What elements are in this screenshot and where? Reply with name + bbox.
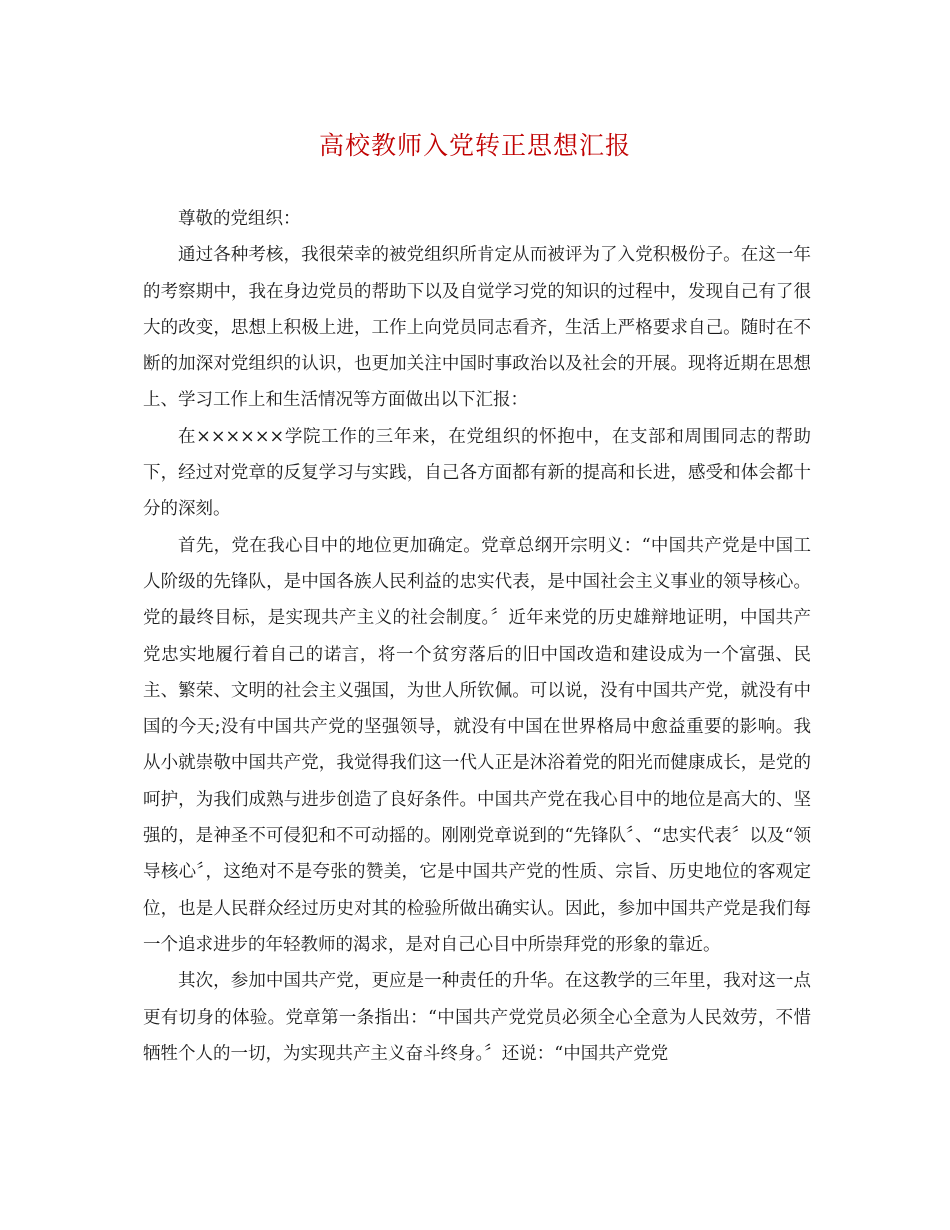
paragraph-intro: 通过各种考核，我很荣幸的被党组织所肯定从而被评为了入党积极份子。在这一年的考察期中，我在身边党员的帮助下以及自觉学习党的知识的过程中，发现自己有了很大的改变，思想上积极上进，工作上向党员同志看齐，生活上严格要求自己。随时在不断的加深对党组织的认识，也更加关注中国时事政治以及社会的开展。现将近期在思想上、学习工作上和生活情况等方面做出以下汇报： bbox=[143, 245, 811, 411]
salutation: 尊敬的党组织： bbox=[178, 209, 301, 229]
paragraph-first-point: 首先，党在我心目中的地位更加确定。党章总纲开宗明义：“中国共产党是中国工人阶级的先锋队，是中国各族人民利益的忠实代表，是中国社会主义事业的领导核心。党的最终目标，是实现共产主义的社会制度。〞近年来党的历史雄辩地证明，中国共产党忠实地履行着自己的诺言，将一个贫穷落后的旧中国改造和建设成为一个富强、民主、繁荣、文明的社会主义强国，为世人所钦佩。可以说，没有中国共产党，就没有中国的今天;没有中国共产党的坚强领导，就没有中国在世界格局中愈益重要的影响。我从小就崇敬中国共产党，我觉得我们这一代人正是沐浴着党的阳光而健康成长，是党的呵护，为我们成熟与进步创造了良好条件。中国共产党在我心目中的地位是高大的、坚强的，是神圣不可侵犯和不可动摇的。刚刚党章说到的“先锋队〞、“忠实代表〞以及“领导核心〞，这绝对不是夸张的赞美，它是中国共产党的性质、宗旨、历史地位的客观定位，也是人民群众经过历史对其的检验所做出确实认。因此，参加中国共产党是我们每一个追求进步的年轻教师的渴求，是对自己心目中所崇拜党的形象的靠近。 bbox=[143, 535, 811, 955]
paragraph-work-experience: 在××××××学院工作的三年来，在党组织的怀抱中，在支部和周围同志的帮助下，经过对党章的反复学习与实践，自己各方面都有新的提高和长进，感受和体会都十分的深刻。 bbox=[143, 426, 811, 520]
document-title: 高校教师入党转正思想汇报 bbox=[318, 131, 631, 160]
document-body bbox=[143, 201, 811, 1072]
paragraph-second-point: 其次，参加中国共产党，更应是一种责任的升华。在这教学的三年里，我对这一点更有切身的体验。党章第一条指出：“中国共产党党员必须全心全意为人民效劳，不惜牺牲个人的一切，为实现共产主义奋斗终身。〞还说：“中国共产党党 bbox=[143, 971, 811, 1064]
